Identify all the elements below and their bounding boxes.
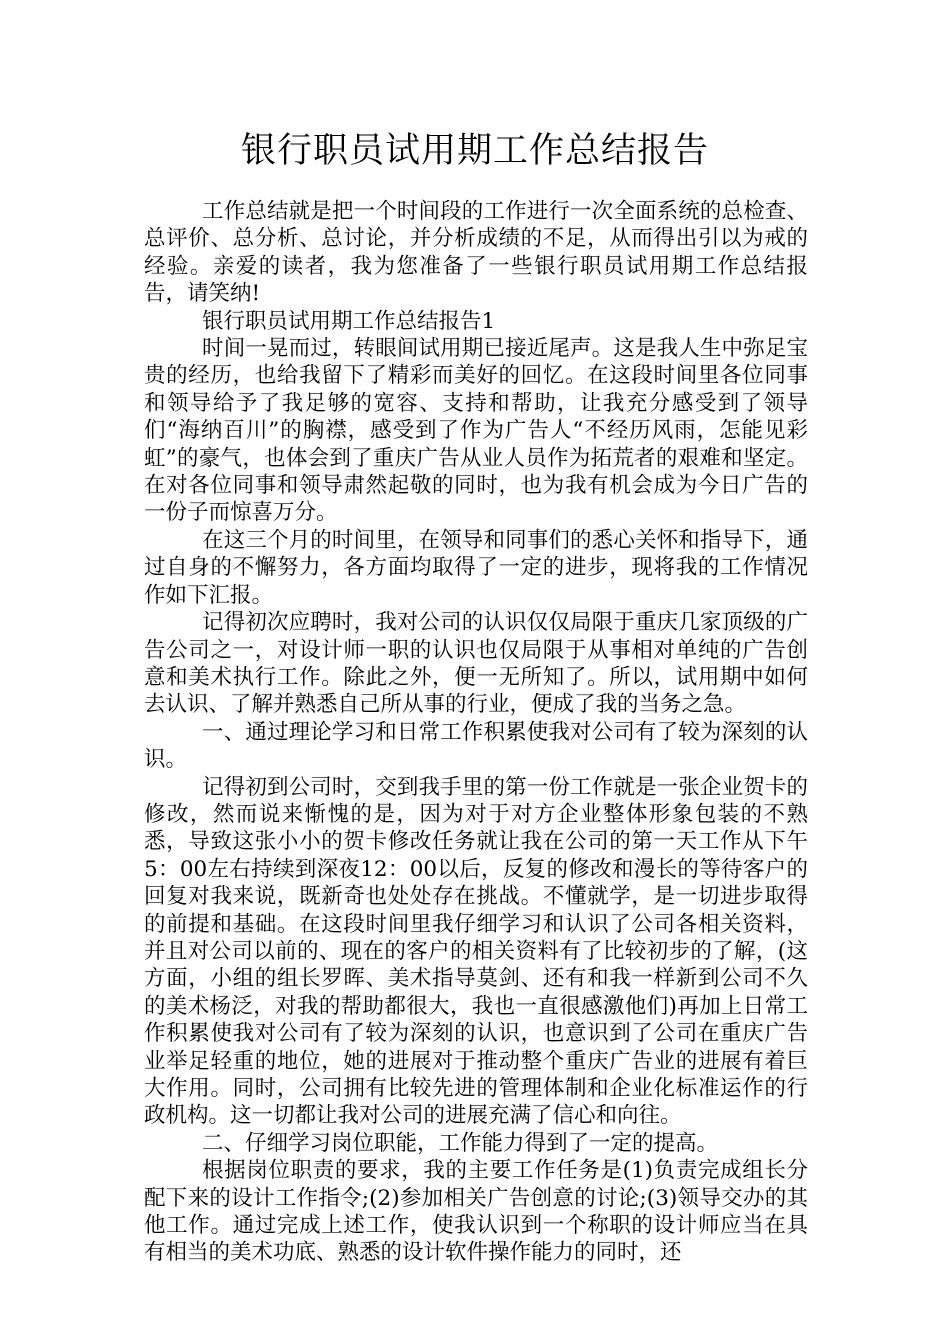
paragraph-reflection: 时间一晃而过，转眼间试用期已接近尾声。这是我人生中弥足宝贵的经历，也给我留下了精彩而美好的回忆。在这段时间里各位同事和领导给予了我足够的宽容、支持和帮助，让我充分感受到了领导们“海纳百川”的胸襟，感受到了作为广告人“不经历风雨，怎能见彩虹”的豪气，也体会到了重庆广告从业人员作为拓荒者的艰难和坚定。在对各位同事和领导肃然起敬的同时，也为我有机会成为今日广告的一份子而惊喜万分。 bbox=[144, 336, 808, 526]
paragraph-intro: 工作总结就是把一个时间段的工作进行一次全面系统的总检查、总评价、总分析、总讨论，并分析成绩的不足，从而得出引以为戒的经验。亲爱的读者，我为您准备了一些银行职员试用期工作总结报告，请笑纳! bbox=[144, 199, 808, 307]
section-heading-one: 一、通过理论学习和日常工作积累使我对公司有了较为深刻的认识。 bbox=[144, 719, 808, 773]
paragraph-first-interview: 记得初次应聘时，我对公司的认识仅仅局限于重庆几家顶级的广告公司之一，对设计师一职的认识也仅局限于从事相对单纯的广告创意和美术执行工作。除此之外，便一无所知了。所以，试用期中如何去认识、了解并熟悉自己所从事的行业，便成了我的当务之急。 bbox=[144, 610, 808, 718]
section-heading-report-1: 银行职员试用期工作总结报告1 bbox=[202, 308, 496, 334]
document-title: 银行职员试用期工作总结报告 bbox=[240, 131, 709, 171]
paragraph-first-task: 记得初到公司时，交到我手里的第一份工作就是一张企业贺卡的修改，然而说来惭愧的是，因为对于对方企业整体形象包装的不熟悉，导致这张小小的贺卡修改任务就让我在公司的第一天工作从下午5：00左右持续到深夜12：00以后，反复的修改和漫长的等待客户的回复对我来说，既新奇也处处存在挑战。不懂就学，是一切进步取得的前提和基础。在这段时间里我仔细学习和认识了公司各相关资料，并且对公司以前的、现在的客户的相关资料有了比较初步的了解，(这方面，小组的组长罗晖、美术指导莫剑、还有和我一样新到公司不久的美术杨泛，对我的帮助都很大，我也一直很感激他们)再加上日常工作积累使我对公司有了较为深刻的认识，也意识到了公司在重庆广告业举足轻重的地位，她的进展对于推动整个重庆广告业的进展有着巨大作用。同时，公司拥有比较先进的管理体制和企业化标准运作的行政机构。这一切都让我对公司的进展充满了信心和向往。 bbox=[144, 774, 808, 1129]
paragraph-three-months: 在这三个月的时间里，在领导和同事们的悉心关怀和指导下，通过自身的不懈努力，各方面均取得了一定的进步，现将我的工作情况作如下汇报。 bbox=[144, 527, 808, 608]
paragraph-job-duties: 根据岗位职责的要求，我的主要工作任务是(1)负责完成组长分配下来的设计工作指令;(2)参加相关广告创意的讨论;(3)领导交办的其他工作。通过完成上述工作，使我认识到一个称职的设计师应当在具有相当的美术功底、熟悉的设计软件操作能力的同时，还 bbox=[144, 1158, 808, 1266]
document-body bbox=[144, 198, 808, 1267]
section-heading-two: 二、仔细学习岗位职能，工作能力得到了一定的提高。 bbox=[202, 1130, 719, 1156]
